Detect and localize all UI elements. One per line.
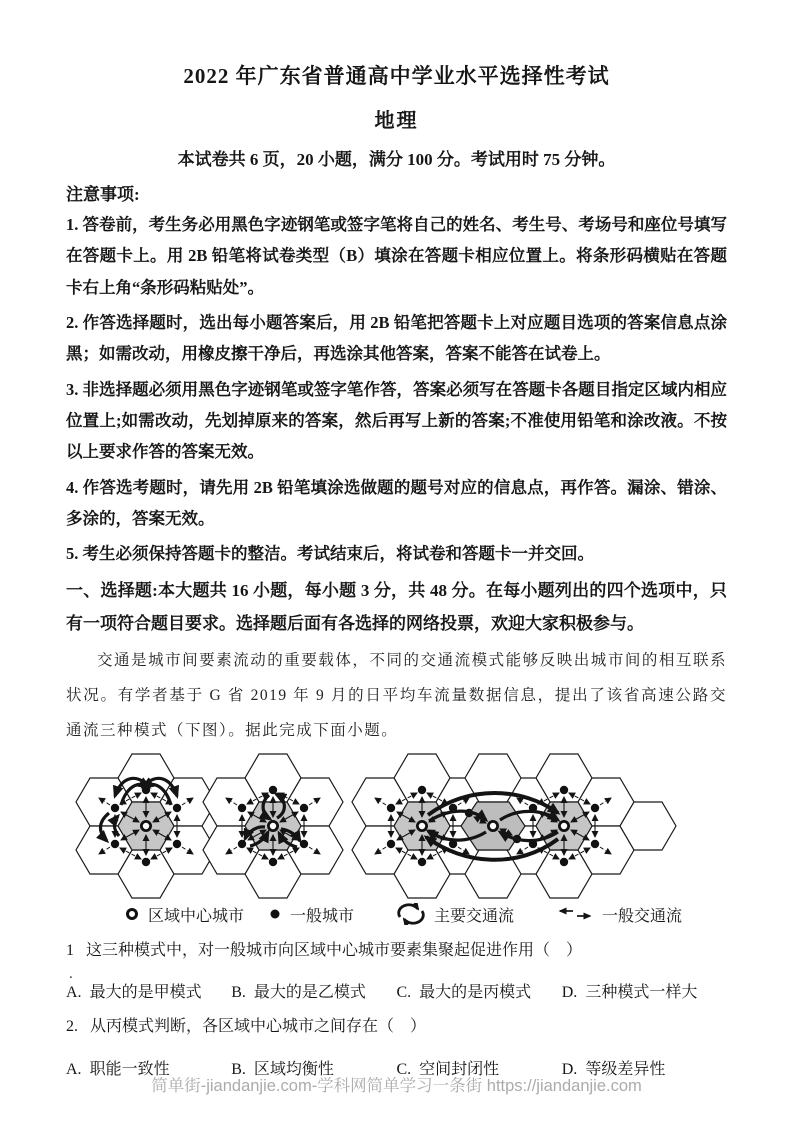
legend-ordinary-city — [268, 903, 354, 926]
option-1d — [562, 979, 727, 1002]
exam-info: 本试卷共 6 页，20 小题，满分 100 分。考试用时 75 分钟。 — [177, 150, 616, 169]
legend-label: 区域中心城市 — [148, 907, 245, 925]
question-1-number: 1 — [66, 941, 74, 959]
option-label: B. — [231, 1060, 246, 1078]
mode-a-diagram — [76, 754, 216, 898]
option-text: 空间封闭性 — [419, 1060, 500, 1078]
legend-label: 一般城市 — [290, 907, 355, 925]
option-text: 三种模式一样大 — [585, 984, 698, 1002]
mode-c-diagram — [352, 754, 676, 898]
option-1a — [66, 979, 231, 1002]
legend-regional-center-city — [124, 903, 244, 926]
question-1-options — [66, 979, 727, 1002]
note-item-1: 1. 答卷前，考生务必用黑色字迹钢笔或签字笔将自己的姓名、考生号、考场号和座位号填写在答题卡上。用 2B 铅笔将试卷类型（B）填涂在答题卡相应位置上。将条形码横贴在答题卡右上角“条形码粘贴处”。 — [66, 215, 727, 297]
mode-c-middle-hexagon — [461, 754, 525, 898]
note-item-3: 3. 非选择题必须用黑色字迹钢笔或签字笔作答，答案必须写在答题卡各题目指定区域内相应位置上;如需改动，先划掉原来的答案，然后再写上新的答案;不准使用铅笔和涂改液。不按以上要求作答的答案无效。 — [66, 379, 727, 462]
option-1b — [231, 979, 396, 1002]
option-label: A. — [66, 1060, 82, 1078]
traffic-flow-figure — [66, 751, 727, 926]
traffic-flow-modes-svg — [66, 751, 726, 901]
option-label: C. — [396, 1060, 412, 1078]
note-item-4: 4. 作答选考题时，请先用 2B 铅笔填涂选做题的题号对应的信息点，再作答。漏涂、错涂、多涂的，答案无效。 — [66, 477, 727, 529]
legend-label: 一般交通流 — [602, 907, 683, 925]
footer-watermark: 简单街-jiandanjie.com-学科网简单学习一条街 https://jiandanjie.com — [151, 1077, 642, 1095]
option-text: 最大的是乙模式 — [253, 984, 366, 1002]
option-text: 等级差异性 — [585, 1060, 666, 1078]
option-label: A. — [66, 984, 82, 1002]
option-1c — [397, 979, 562, 1002]
question-1 — [66, 938, 727, 982]
option-text: 最大的是丙模式 — [419, 984, 532, 1002]
subject-title: 地理 — [374, 110, 419, 132]
option-label: D. — [561, 1060, 578, 1078]
section-title: 一、选择题:本大题共 16 小题，每小题 3 分，共 48 分。在每小题列出的四个选项中，只有一项符合题目要求。选择题后面有各选择的网络投票，欢迎大家积极参与。 — [66, 580, 727, 633]
regional-center-city-icon — [124, 906, 140, 922]
major-traffic-flow-icon — [396, 903, 426, 925]
notes-heading: 注意事项: — [66, 185, 140, 204]
question-1-period: . — [69, 965, 73, 982]
question-2 — [66, 1014, 727, 1040]
option-text: 区域均衡性 — [253, 1060, 334, 1078]
option-text: 职能一致性 — [89, 1060, 170, 1078]
option-label: C. — [396, 984, 412, 1002]
mode-b-diagram — [203, 754, 343, 898]
legend-ordinary-traffic-flow — [556, 903, 682, 926]
note-item-2: 2. 作答选择题时，选出每小题答案后，用 2B 铅笔把答题卡上对应题目选项的答案信息点涂黑；如需改动，用橡皮擦干净后，再选涂其他答案，答案不能答在试卷上。 — [66, 313, 727, 364]
option-text: 最大的是甲模式 — [89, 984, 202, 1002]
option-label: B. — [231, 984, 246, 1002]
page-title: 2022 年广东省普通高中学业水平选择性考试 — [183, 64, 610, 88]
question-1-text: 这三种模式中，对一般城市向区域中心城市要素集聚起促进作用（ ） — [86, 941, 583, 959]
ordinary-city-icon — [268, 907, 282, 921]
option-label: D. — [561, 984, 578, 1002]
question-2-text: 从丙模式判断，各区域中心城市之间存在（ ） — [90, 1018, 427, 1036]
question-2-number: 2. — [66, 1018, 78, 1036]
ordinary-traffic-flow-icon — [556, 907, 594, 921]
question-passage: 交通是城市间要素流动的重要载体，不同的交通流模式能够反映出城市间的相互联系状况。有学者基于 G 省 2019 年 9 月的日平均车流量数据信息，提出了该省高速公路交通流三种模式（下图）。据此完成下面小题。 — [66, 652, 727, 739]
legend-major-traffic-flow — [396, 903, 514, 926]
figure-legend — [124, 903, 727, 926]
legend-label: 主要交通流 — [434, 907, 515, 925]
note-item-5: 5. 考生必须保持答题卡的整洁。考试结束后，将试卷和答题卡一并交回。 — [66, 544, 594, 564]
